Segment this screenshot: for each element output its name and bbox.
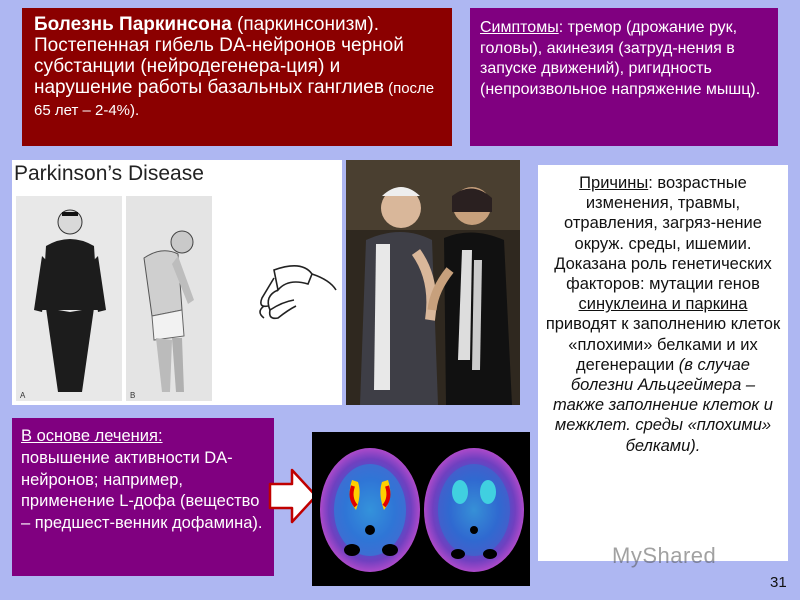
illustration-title: Parkinson’s Disease	[14, 162, 204, 185]
treatment-text: повышение активности DA-нейронов; например, применение L-дофа (вещество – предшест-венник дофамина).	[21, 448, 263, 533]
treatment-box	[12, 418, 274, 576]
causes-box	[538, 165, 788, 561]
photo-drawing	[346, 160, 520, 405]
causes-text-1: : возрастные изменения, травмы, отравления, загряз-нение окруж. среды, ишемии. Доказана роль генетических факторов: мутации генов	[554, 174, 772, 294]
brain-scan-normal	[320, 448, 420, 572]
causes-genes: синуклеина и паркина	[578, 295, 748, 314]
symptoms-text: : тремор (дрожание рук, головы), акинезия (затруд-нения в запуске движений), ригидность (непроизвольное напряжение мышц).	[480, 19, 761, 98]
tremor-hand-drawing	[260, 266, 336, 318]
definition-title-rest: (паркинсонизм).	[231, 14, 379, 35]
illustration-drawing	[12, 160, 342, 405]
definition-title: Болезнь Паркинсона	[34, 14, 232, 35]
parkinsons-illustration	[12, 160, 342, 405]
page-number: 31	[770, 574, 787, 591]
panel-a-label: A	[20, 391, 26, 400]
definition-note: (после 65 лет – 2-4%).	[34, 80, 435, 119]
brain-scan-parkinson	[424, 448, 524, 572]
watermark: MyShared	[612, 543, 717, 568]
brain-scans	[312, 432, 530, 586]
causes-heading: Причины	[579, 174, 649, 192]
doctor-patient-photo	[346, 160, 520, 405]
causes-alzheimer-note: (в случае болезни Альцгеймера – также заполнение клеток и межклет. среды «плохими» белками).	[553, 355, 773, 455]
panel-b-label: B	[130, 391, 136, 400]
causes-text-2: приводят к заполнению клеток «плохими» белками и их дегенерации	[545, 315, 781, 374]
definition-box	[22, 8, 452, 146]
definition-text: Постепенная гибель DA-нейронов черной субстанции (нейродегенера-ция) и нарушение работы базальных ганглиев	[34, 35, 404, 98]
symptoms-heading: Симптомы	[480, 19, 559, 36]
symptoms-box	[470, 8, 778, 146]
arrow-right-icon	[268, 466, 318, 526]
treatment-heading: В основе лечения:	[21, 427, 163, 445]
